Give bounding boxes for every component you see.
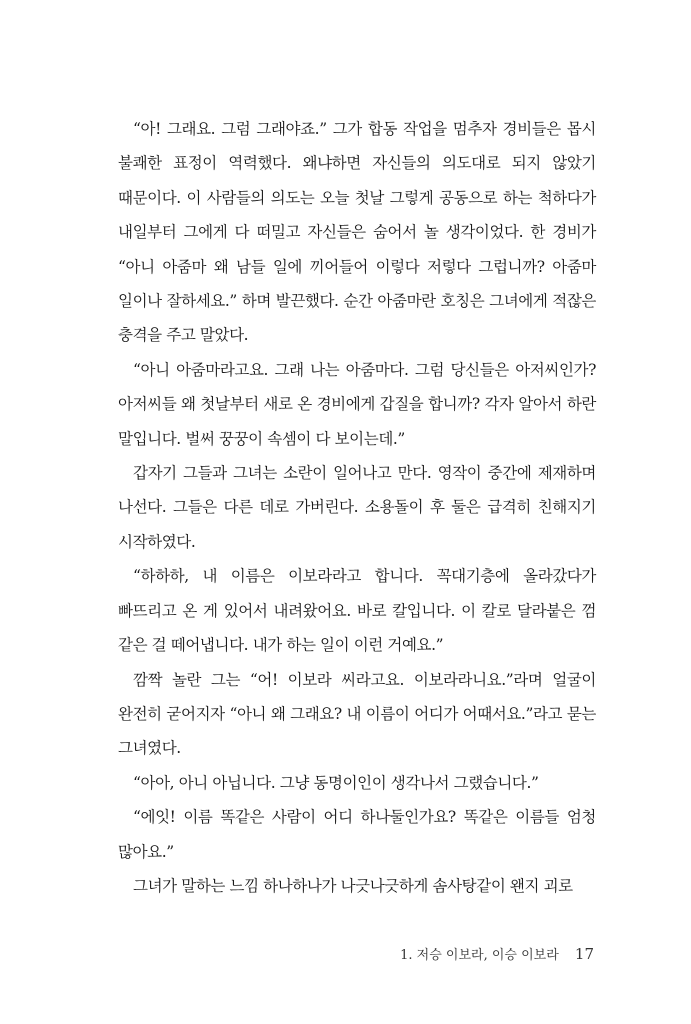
paragraph: 그녀가 말하는 느낌 하나하나가 나긋나긋하게 솜사탕같이 왠지 괴로 bbox=[133, 876, 573, 895]
paragraph: “에잇! 이름 똑같은 사람이 어디 하나둘인가요? 똑같은 이름들 엄청 많아요.” bbox=[118, 808, 596, 861]
paragraph: “아니 아줌마라고요. 그래 나는 아줌마다. 그럼 당신들은 아저씨인가? 아저씨들 왜 첫날부터 새로 온 경비에게 갑질을 합니까? 각자 알아서 하란 말입니다. 벌써 꿍꿍이 속셈이 다 보이는데.” bbox=[118, 360, 596, 448]
paragraph: 갑자기 그들과 그녀는 소란이 일어나고 만다. 영작이 중간에 제재하며 나선다. 그들은 다른 데로 가버린다. 소용돌이 후 둘은 급격히 친해지기 시작하였다. bbox=[118, 464, 596, 551]
paragraph: “아! 그래요. 그럼 그래야죠.” 그가 합동 작업을 멈추자 경비들은 몹시 불쾌한 표정이 역력했다. 왜냐하면 자신들의 의도대로 되지 않았기 때문이다. 이 사람들의 의도는 오늘 첫날 그렇게 공동으로 하는 척하다가 내일부터 그에게 다 떠밀고 자신들은 숨어서 놀 생각이었다. 한 경비가 “아니 아줌마 왜 남들 일에 끼어들어 이렇다 저렇다 그럽니까? 아줌마 일이나 잘하세요.” 하며 발끈했다. 순간 아줌마란 호칭은 그녀에게 적잖은 충격을 주고 말았다. bbox=[118, 120, 596, 345]
paragraph: 깜짝 놀란 그는 “어! 이보라 씨라고요. 이보라라니요.”라며 얼굴이 완전히 굳어지자 “아니 왜 그래요? 내 이름이 어디가 어때서요.”라고 묻는 그녀였다. bbox=[118, 670, 596, 758]
running-title: 1. 저승 이보라, 이승 이보라 bbox=[400, 948, 559, 963]
body-text bbox=[118, 112, 596, 903]
paragraph: “하하하, 내 이름은 이보라라고 합니다. 꼭대기층에 올라갔다가 빠뜨리고 온 게 있어서 내려왔어요. 바로 칼입니다. 이 칼로 달라붙은 껌 같은 걸 떼어냅니다. 내가 하는 일이 이런 거예요.” bbox=[118, 567, 596, 655]
paragraph: “아아, 아니 아닙니다. 그냥 동명이인이 생각나서 그랬습니다.” bbox=[133, 773, 539, 792]
page-number: 17 bbox=[574, 945, 594, 963]
page-footer bbox=[400, 944, 594, 963]
